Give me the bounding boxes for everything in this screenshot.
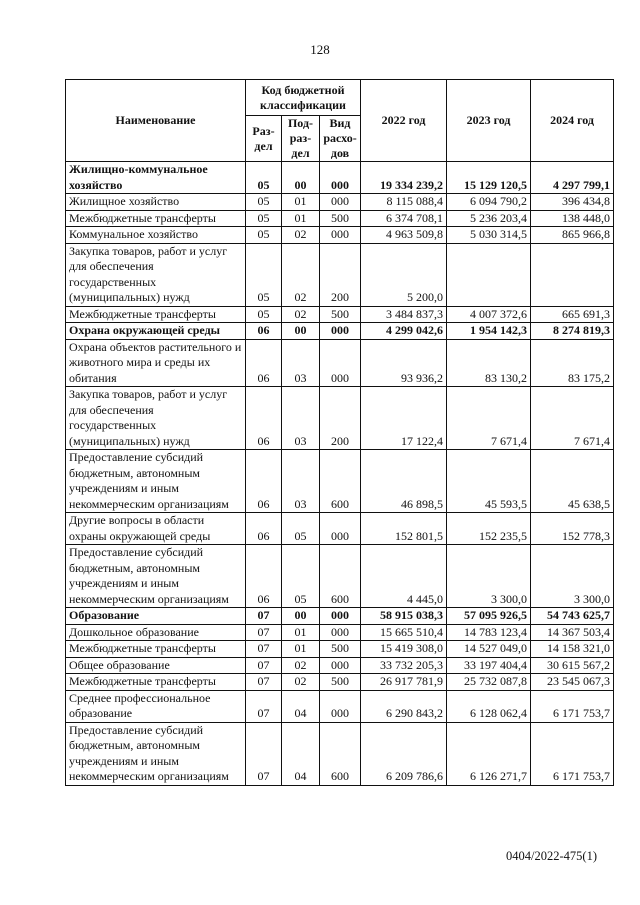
cell-2022: 6 209 786,6 [361, 722, 447, 785]
cell-podrazdel: 01 [282, 624, 320, 641]
header-2022: 2022 год [361, 80, 447, 162]
cell-name: Коммунальное хозяйство [66, 227, 246, 244]
cell-vid: 000 [320, 162, 361, 194]
header-razdel: Раз- дел [246, 116, 282, 162]
cell-2022: 19 334 239,2 [361, 162, 447, 194]
cell-vid: 000 [320, 690, 361, 722]
cell-2022: 8 115 088,4 [361, 194, 447, 211]
cell-razdel: 07 [246, 608, 282, 625]
cell-2024: 30 615 567,2 [531, 657, 614, 674]
cell-podrazdel: 00 [282, 608, 320, 625]
cell-razdel: 05 [246, 162, 282, 194]
cell-vid: 000 [320, 339, 361, 387]
cell-2022: 46 898,5 [361, 450, 447, 513]
table-body [66, 162, 614, 786]
cell-name: Жилищное хозяйство [66, 194, 246, 211]
cell-razdel: 07 [246, 657, 282, 674]
header-code-group: Код бюджетной классификации [246, 80, 361, 116]
cell-name: Среднее профессиональное образование [66, 690, 246, 722]
cell-vid: 200 [320, 387, 361, 450]
cell-name: Другие вопросы в области охраны окружающей среды [66, 513, 246, 545]
cell-2022: 93 936,2 [361, 339, 447, 387]
cell-2023: 1 954 142,3 [447, 323, 531, 340]
cell-2023: 152 235,5 [447, 513, 531, 545]
cell-razdel: 07 [246, 641, 282, 658]
cell-podrazdel: 02 [282, 657, 320, 674]
cell-2024: 14 367 503,4 [531, 624, 614, 641]
table-row [66, 722, 614, 785]
cell-name: Образование [66, 608, 246, 625]
cell-razdel: 05 [246, 306, 282, 323]
cell-razdel: 06 [246, 339, 282, 387]
cell-2023: 45 593,5 [447, 450, 531, 513]
cell-vid: 000 [320, 513, 361, 545]
cell-vid: 000 [320, 608, 361, 625]
cell-2024: 396 434,8 [531, 194, 614, 211]
cell-razdel: 07 [246, 722, 282, 785]
cell-2022: 58 915 038,3 [361, 608, 447, 625]
header-2024: 2024 год [531, 80, 614, 162]
table-row [66, 387, 614, 450]
cell-name: Охрана объектов растительного и животного мира и среды их обитания [66, 339, 246, 387]
cell-name: Межбюджетные трансферты [66, 674, 246, 691]
cell-2023: 33 197 404,4 [447, 657, 531, 674]
cell-2022: 15 665 510,4 [361, 624, 447, 641]
cell-2023: 83 130,2 [447, 339, 531, 387]
cell-2024: 152 778,3 [531, 513, 614, 545]
table-row [66, 162, 614, 194]
cell-2023: 57 095 926,5 [447, 608, 531, 625]
cell-razdel: 07 [246, 690, 282, 722]
cell-podrazdel: 03 [282, 387, 320, 450]
cell-2024: 8 274 819,3 [531, 323, 614, 340]
cell-podrazdel: 02 [282, 227, 320, 244]
cell-podrazdel: 03 [282, 339, 320, 387]
cell-2023: 15 129 120,5 [447, 162, 531, 194]
cell-name: Межбюджетные трансферты [66, 210, 246, 227]
cell-2023: 14 783 123,4 [447, 624, 531, 641]
cell-2023: 4 007 372,6 [447, 306, 531, 323]
cell-2024: 6 171 753,7 [531, 722, 614, 785]
table-row [66, 306, 614, 323]
cell-name: Предоставление субсидий бюджетным, автономным учреждениям и иным некоммерческим организациям [66, 722, 246, 785]
table-row [66, 450, 614, 513]
cell-podrazdel: 05 [282, 545, 320, 608]
cell-razdel: 06 [246, 513, 282, 545]
table-row [66, 243, 614, 306]
cell-2022: 5 200,0 [361, 243, 447, 306]
cell-vid: 600 [320, 450, 361, 513]
cell-2022: 6 290 843,2 [361, 690, 447, 722]
cell-podrazdel: 02 [282, 674, 320, 691]
cell-2024: 665 691,3 [531, 306, 614, 323]
table-row [66, 608, 614, 625]
cell-2022: 17 122,4 [361, 387, 447, 450]
table-row [66, 513, 614, 545]
cell-2024: 14 158 321,0 [531, 641, 614, 658]
cell-name: Предоставление субсидий бюджетным, автономным учреждениям и иным некоммерческим организациям [66, 450, 246, 513]
cell-2023: 25 732 087,8 [447, 674, 531, 691]
table-row [66, 323, 614, 340]
cell-2023: 6 128 062,4 [447, 690, 531, 722]
document-code: 0404/2022-475(1) [506, 849, 597, 863]
cell-2023: 3 300,0 [447, 545, 531, 608]
cell-vid: 200 [320, 243, 361, 306]
table-row [66, 641, 614, 658]
cell-podrazdel: 02 [282, 243, 320, 306]
cell-razdel: 06 [246, 387, 282, 450]
cell-2024: 45 638,5 [531, 450, 614, 513]
cell-2022: 3 484 837,3 [361, 306, 447, 323]
cell-2023: 5 030 314,5 [447, 227, 531, 244]
cell-2024 [531, 243, 614, 306]
cell-name: Общее образование [66, 657, 246, 674]
cell-2022: 15 419 308,0 [361, 641, 447, 658]
cell-razdel: 05 [246, 194, 282, 211]
cell-2022: 33 732 205,3 [361, 657, 447, 674]
cell-2024: 865 966,8 [531, 227, 614, 244]
header-2023: 2023 год [447, 80, 531, 162]
cell-2023: 7 671,4 [447, 387, 531, 450]
cell-2022: 26 917 781,9 [361, 674, 447, 691]
table-row [66, 690, 614, 722]
cell-podrazdel: 01 [282, 194, 320, 211]
cell-vid: 000 [320, 624, 361, 641]
cell-name: Охрана окружающей среды [66, 323, 246, 340]
cell-2022: 4 299 042,6 [361, 323, 447, 340]
cell-2022: 4 963 509,8 [361, 227, 447, 244]
cell-razdel: 07 [246, 624, 282, 641]
cell-vid: 600 [320, 545, 361, 608]
header-vid: Вид расхо- дов [320, 116, 361, 162]
table-row [66, 210, 614, 227]
cell-razdel: 05 [246, 227, 282, 244]
table-row [66, 624, 614, 641]
cell-vid: 500 [320, 210, 361, 227]
cell-2024: 23 545 067,3 [531, 674, 614, 691]
cell-podrazdel: 00 [282, 162, 320, 194]
cell-vid: 600 [320, 722, 361, 785]
cell-2024: 138 448,0 [531, 210, 614, 227]
cell-2023 [447, 243, 531, 306]
cell-vid: 000 [320, 323, 361, 340]
cell-podrazdel: 03 [282, 450, 320, 513]
cell-name: Межбюджетные трансферты [66, 641, 246, 658]
cell-podrazdel: 01 [282, 210, 320, 227]
page-number: 128 [310, 42, 330, 57]
cell-razdel: 07 [246, 674, 282, 691]
cell-2023: 14 527 049,0 [447, 641, 531, 658]
table-row [66, 545, 614, 608]
cell-2022: 4 445,0 [361, 545, 447, 608]
table-row [66, 674, 614, 691]
cell-podrazdel: 05 [282, 513, 320, 545]
cell-vid: 000 [320, 227, 361, 244]
cell-vid: 500 [320, 641, 361, 658]
cell-name: Дошкольное образование [66, 624, 246, 641]
cell-2024: 3 300,0 [531, 545, 614, 608]
cell-2023: 6 126 271,7 [447, 722, 531, 785]
cell-razdel: 06 [246, 323, 282, 340]
cell-2022: 6 374 708,1 [361, 210, 447, 227]
header-name: Наименование [66, 80, 246, 162]
cell-razdel: 06 [246, 450, 282, 513]
cell-podrazdel: 01 [282, 641, 320, 658]
cell-2024: 7 671,4 [531, 387, 614, 450]
cell-podrazdel: 04 [282, 722, 320, 785]
cell-2023: 6 094 790,2 [447, 194, 531, 211]
table-row [66, 339, 614, 387]
cell-name: Закупка товаров, работ и услуг для обеспечения государственных (муниципальных) нужд [66, 243, 246, 306]
cell-2024: 6 171 753,7 [531, 690, 614, 722]
cell-name: Закупка товаров, работ и услуг для обеспечения государственных (муниципальных) нужд [66, 387, 246, 450]
cell-vid: 000 [320, 657, 361, 674]
cell-2022: 152 801,5 [361, 513, 447, 545]
budget-table [65, 79, 614, 786]
cell-razdel: 06 [246, 545, 282, 608]
cell-name: Межбюджетные трансферты [66, 306, 246, 323]
cell-vid: 500 [320, 306, 361, 323]
cell-razdel: 05 [246, 210, 282, 227]
cell-podrazdel: 00 [282, 323, 320, 340]
cell-razdel: 05 [246, 243, 282, 306]
cell-name: Жилищно-коммунальное хозяйство [66, 162, 246, 194]
cell-vid: 000 [320, 194, 361, 211]
header-podrazdel: Под- раз- дел [282, 116, 320, 162]
cell-2024: 4 297 799,1 [531, 162, 614, 194]
cell-name: Предоставление субсидий бюджетным, автономным учреждениям и иным некоммерческим организациям [66, 545, 246, 608]
cell-2024: 83 175,2 [531, 339, 614, 387]
cell-2023: 5 236 203,4 [447, 210, 531, 227]
table-row [66, 657, 614, 674]
cell-2024: 54 743 625,7 [531, 608, 614, 625]
cell-vid: 500 [320, 674, 361, 691]
table-row [66, 227, 614, 244]
cell-podrazdel: 04 [282, 690, 320, 722]
table-row [66, 194, 614, 211]
cell-podrazdel: 02 [282, 306, 320, 323]
